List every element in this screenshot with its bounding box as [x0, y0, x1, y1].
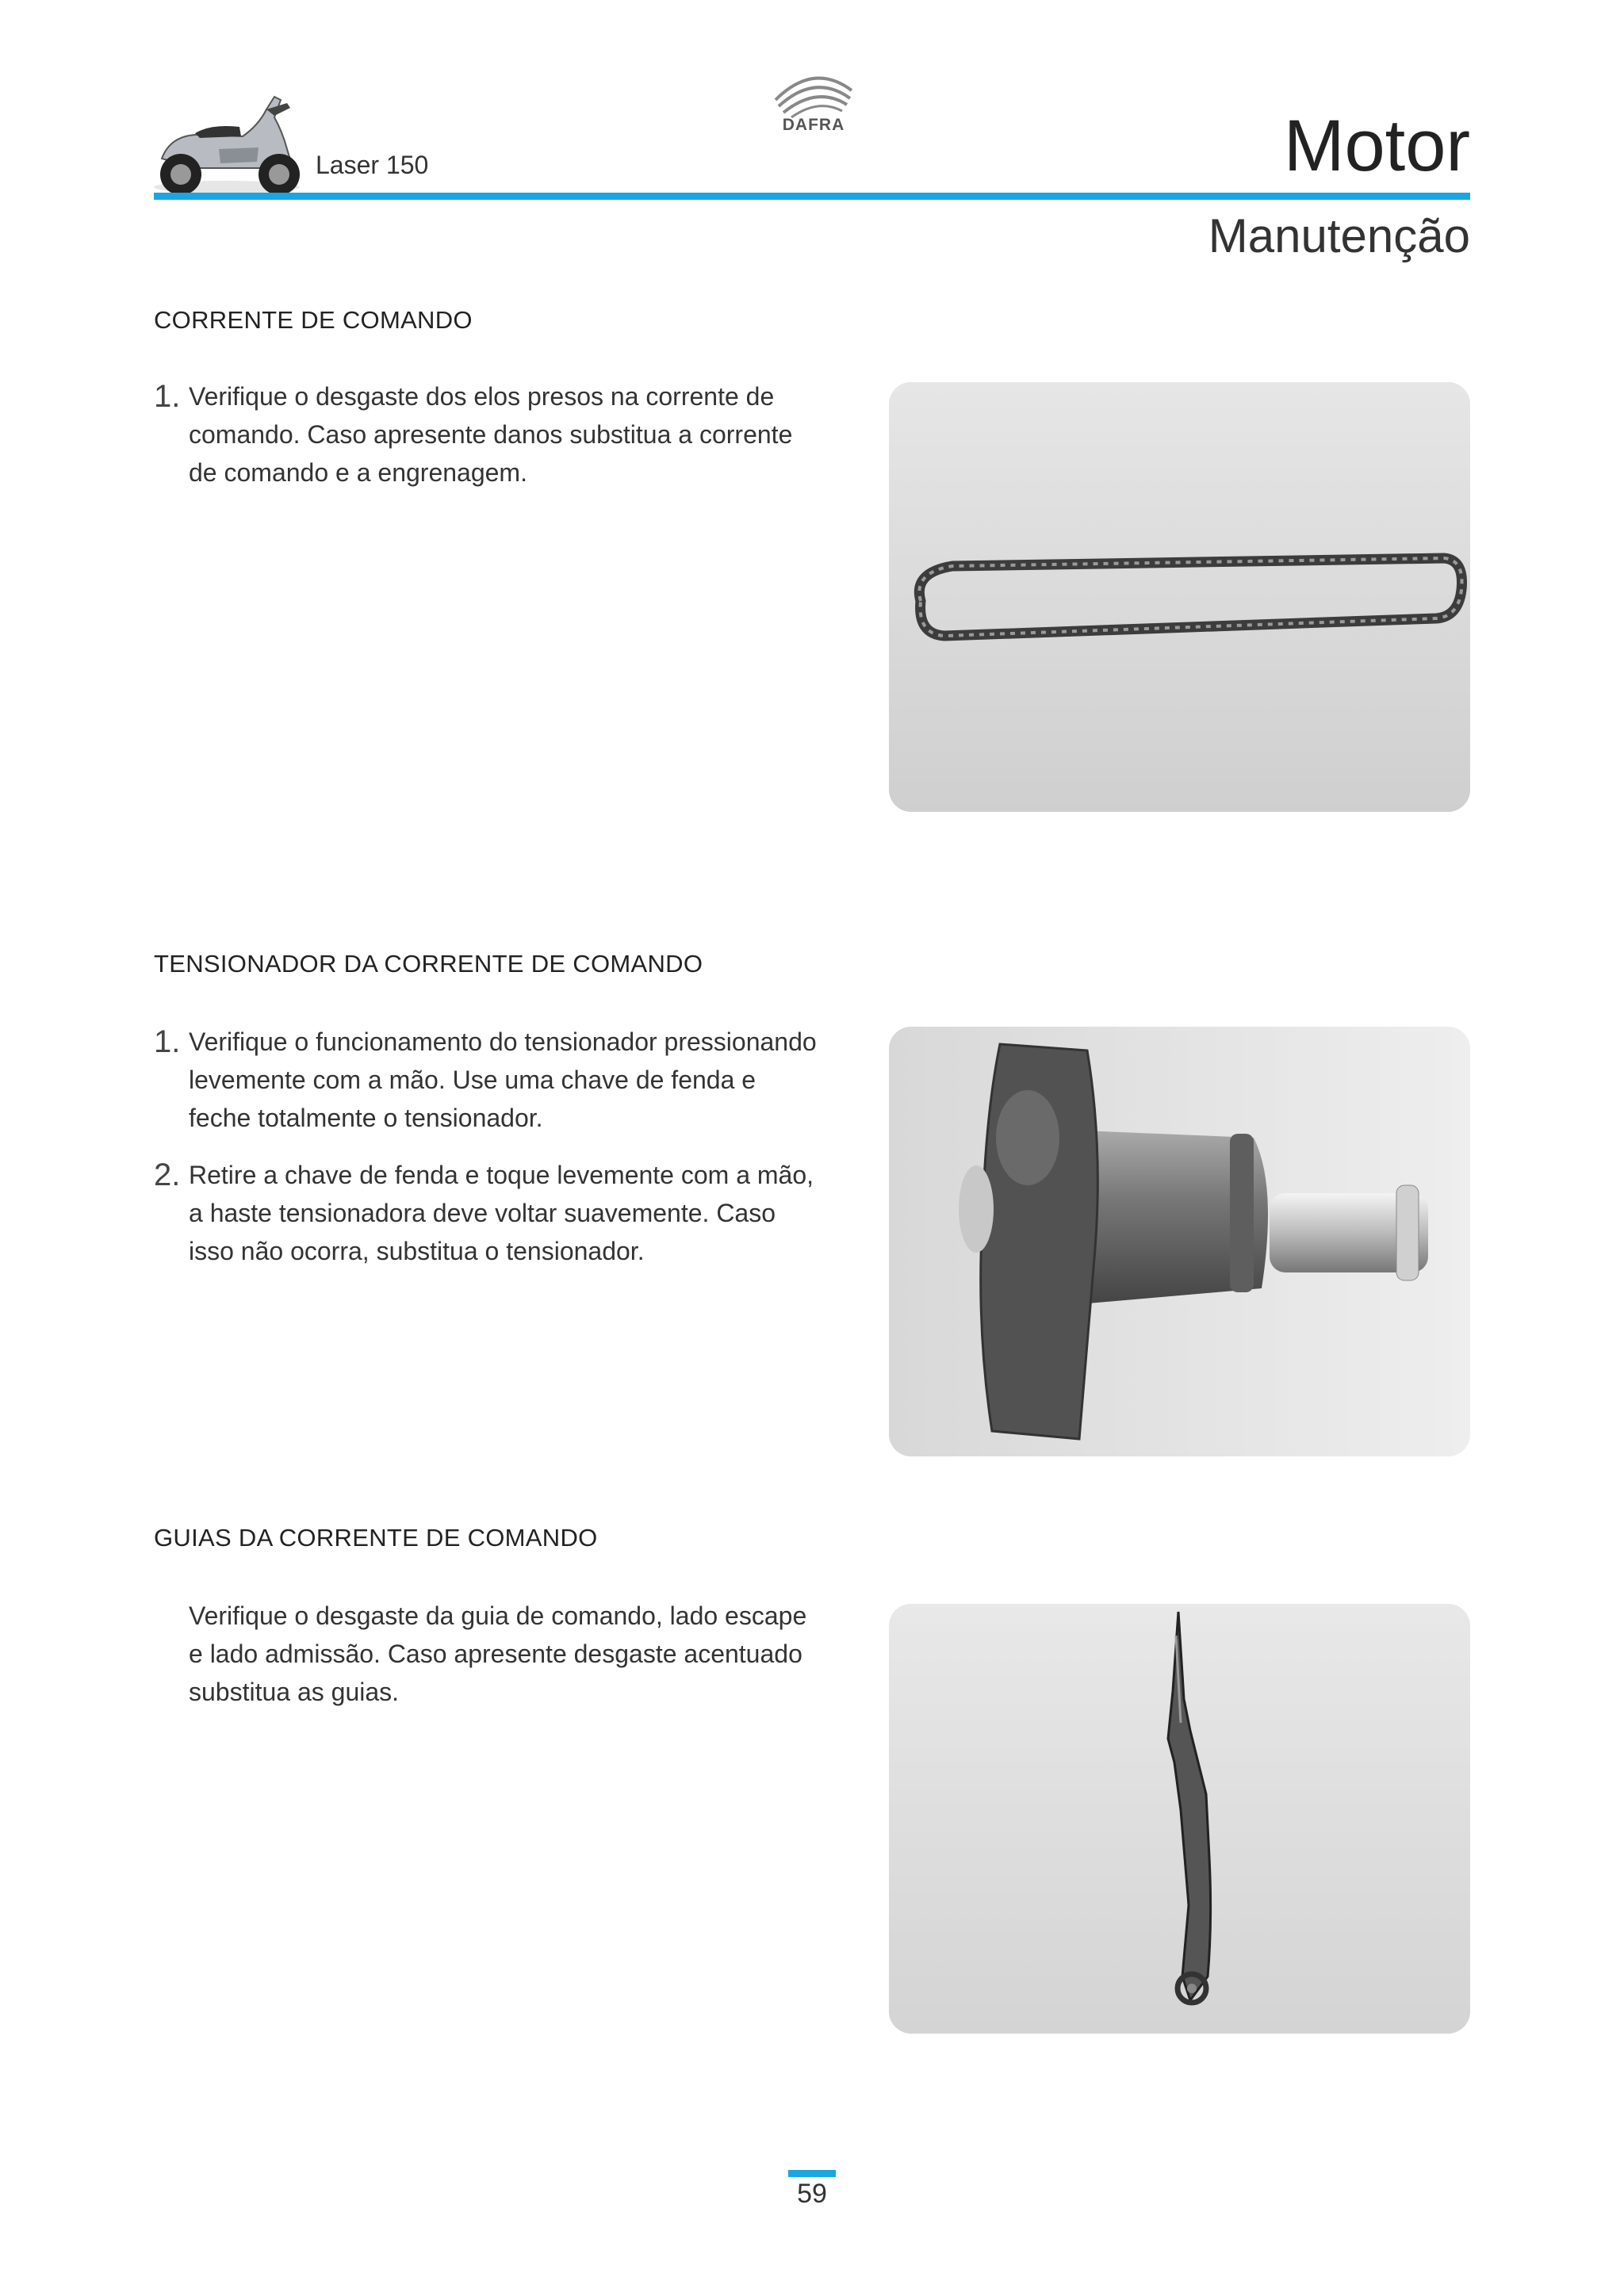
step-text: Verifique o desgaste dos elos presos na corrente de comando. Caso apresente danos substitua a corrente de comando e a engrenagem. — [189, 382, 793, 487]
step-item — [154, 377, 820, 492]
section-heading-guides: GUIAS DA CORRENTE DE COMANDO — [154, 1524, 598, 1552]
brand-name: DAFRA — [782, 116, 845, 134]
photo-camshaft-chain — [889, 382, 1470, 812]
model-name: Laser 150 — [316, 151, 429, 179]
page-number-accent — [788, 2170, 836, 2177]
step-text: Verifique o funcionamento do tensionador pressionando levemente com a mão. Use uma chave de fenda e feche totalmente o tensionador. — [189, 1027, 817, 1132]
step-text: Retire a chave de fenda e toque levemente com a mão, a haste tensionadora deve voltar suavemente. Caso isso não ocorra, substitua o tensionador. — [189, 1161, 814, 1265]
page-title: Motor — [1283, 105, 1470, 186]
scooter-image — [147, 86, 306, 198]
section-heading-chain: CORRENTE DE COMANDO — [154, 306, 473, 334]
step-item — [154, 1156, 820, 1270]
step-number: 2. — [154, 1158, 181, 1192]
photo-chain-tensioner — [889, 1027, 1470, 1456]
step-item — [154, 1597, 820, 1711]
page-subtitle: Manutenção — [1208, 209, 1470, 262]
step-number: 1. — [154, 1024, 181, 1059]
step-item — [154, 1023, 820, 1137]
step-number: 1. — [154, 379, 181, 414]
header-divider — [154, 193, 1470, 200]
photo-chain-guide — [889, 1604, 1470, 2034]
page-number: 59 — [797, 2179, 827, 2209]
step-text: Verifique o desgaste da guia de comando, lado escape e lado admissão. Caso apresente desgaste acentuado substitua as guias. — [189, 1601, 807, 1706]
section-heading-tensioner: TENSIONADOR DA CORRENTE DE COMANDO — [154, 950, 703, 978]
